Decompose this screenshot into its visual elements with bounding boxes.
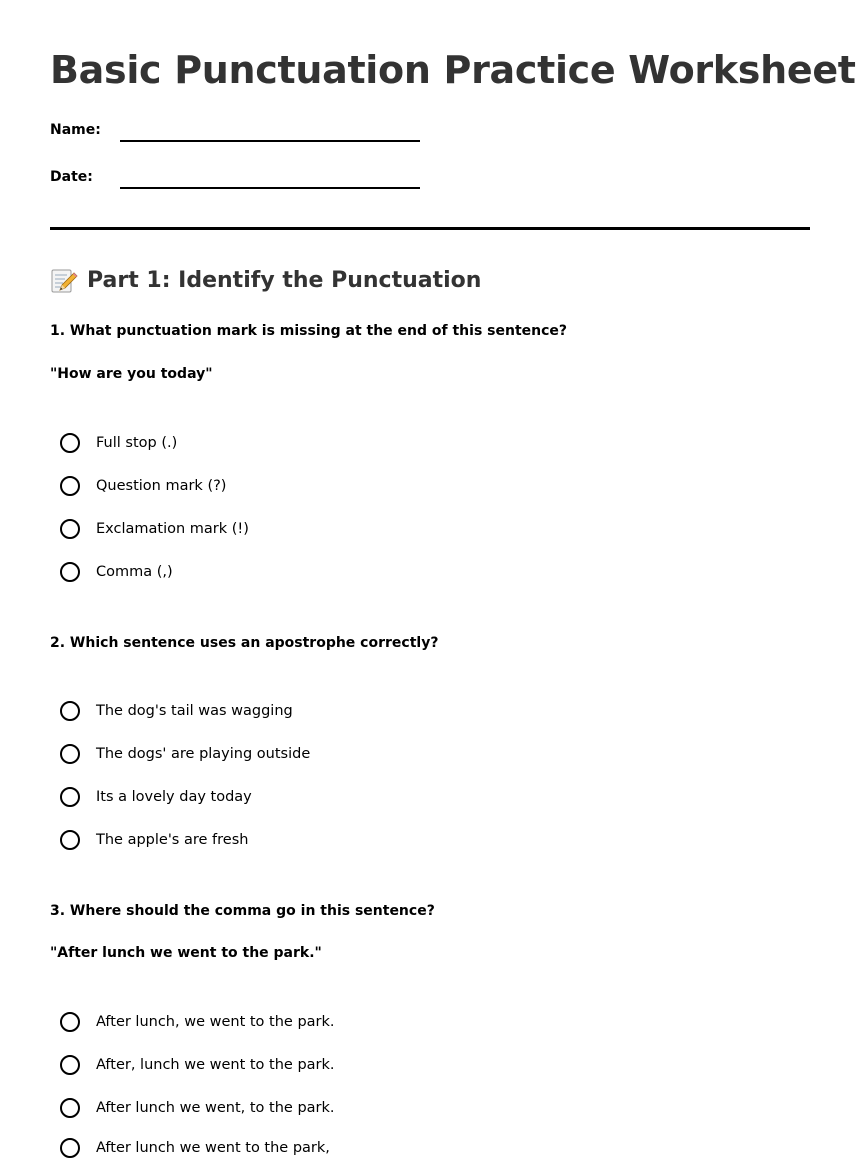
radio-button[interactable]: [60, 519, 80, 539]
radio-button[interactable]: [60, 433, 80, 453]
question-3-option-4[interactable]: [60, 1135, 330, 1161]
question-1-option-1[interactable]: [60, 430, 177, 456]
option-label: After lunch we went to the park,: [96, 1140, 330, 1156]
option-label: The dogs' are playing outside: [96, 746, 311, 762]
question-3-example: "After lunch we went to the park.": [50, 945, 322, 961]
option-label: Question mark (?): [96, 478, 227, 494]
page-title: Basic Punctuation Practice Worksheet: [50, 48, 856, 92]
question-3-prompt: 3. Where should the comma go in this sentence?: [50, 903, 435, 919]
date-field[interactable]: [120, 187, 420, 189]
section-heading-label: Part 1: Identify the Punctuation: [87, 267, 482, 293]
question-1-option-4[interactable]: [60, 559, 173, 585]
date-label: Date:: [50, 169, 93, 185]
question-3-option-1[interactable]: [60, 1009, 335, 1035]
name-field-row: [50, 122, 450, 152]
date-field-row: [50, 169, 450, 199]
question-1-prompt: 1. What punctuation mark is missing at the end of this sentence?: [50, 323, 568, 339]
radio-button[interactable]: [60, 1012, 80, 1032]
question-1-option-2[interactable]: [60, 473, 226, 499]
section-heading-part-1: [50, 266, 481, 294]
question-2-option-4[interactable]: [60, 827, 248, 853]
option-label: After, lunch we went to the park.: [96, 1057, 335, 1073]
radio-button[interactable]: [60, 701, 80, 721]
memo-pencil-icon: [50, 266, 78, 294]
radio-button[interactable]: [60, 476, 80, 496]
option-label: The dog's tail was wagging: [96, 703, 293, 719]
radio-button[interactable]: [60, 744, 80, 764]
radio-button[interactable]: [60, 562, 80, 582]
radio-button[interactable]: [60, 1098, 80, 1118]
question-3-option-2[interactable]: [60, 1052, 335, 1078]
radio-button[interactable]: [60, 787, 80, 807]
option-label: Comma (,): [96, 564, 173, 580]
radio-button[interactable]: [60, 1055, 80, 1075]
option-label: After lunch we went, to the park.: [96, 1100, 335, 1116]
option-label: After lunch, we went to the park.: [96, 1014, 335, 1030]
question-2-option-3[interactable]: [60, 784, 252, 810]
header-divider: [50, 227, 810, 230]
question-1-example: "How are you today": [50, 366, 213, 382]
name-field[interactable]: [120, 140, 420, 142]
option-label: Its a lovely day today: [96, 789, 252, 805]
option-label: The apple's are fresh: [96, 832, 249, 848]
question-2-prompt: 2. Which sentence uses an apostrophe correctly?: [50, 635, 439, 651]
name-label: Name:: [50, 122, 101, 138]
option-label: Full stop (.): [96, 435, 178, 451]
question-2-option-2[interactable]: [60, 741, 310, 767]
question-1-option-3[interactable]: [60, 516, 249, 542]
option-label: Exclamation mark (!): [96, 521, 249, 537]
question-2-option-1[interactable]: [60, 698, 293, 724]
radio-button[interactable]: [60, 830, 80, 850]
radio-button[interactable]: [60, 1138, 80, 1158]
question-3-option-3[interactable]: [60, 1095, 335, 1121]
